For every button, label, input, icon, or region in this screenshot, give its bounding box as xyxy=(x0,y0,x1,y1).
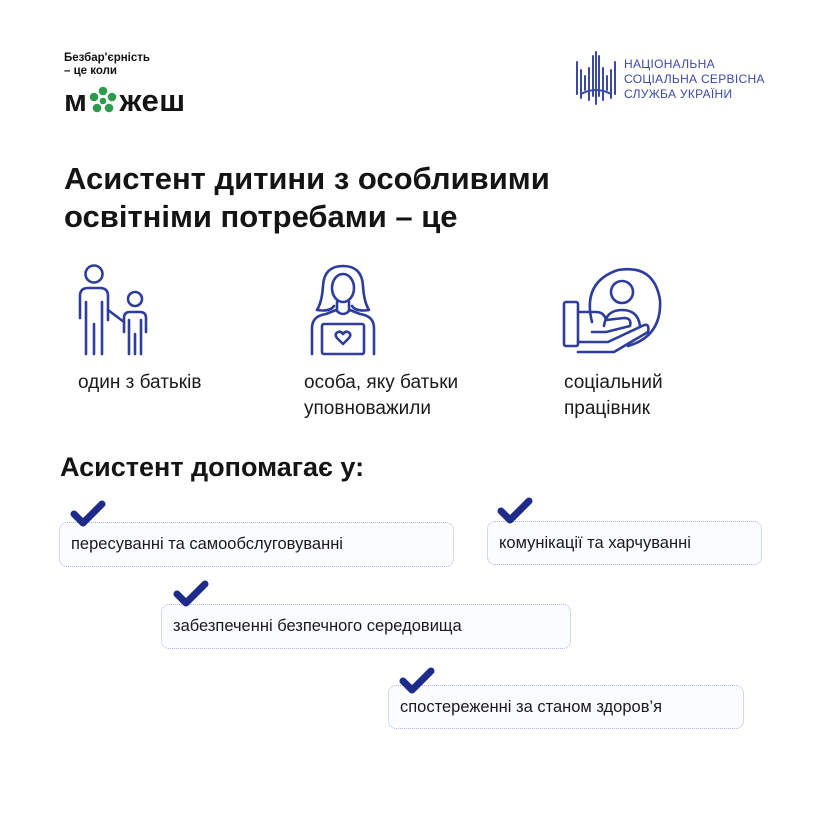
help-item-communication: комунікації та харчуванні xyxy=(487,521,762,565)
checkmark-icon xyxy=(172,579,210,609)
campaign-logo xyxy=(64,84,186,118)
person-label-social-worker: соціальний працівник xyxy=(564,372,663,419)
brand-left-text: м xyxy=(64,83,88,118)
campaign-tagline xyxy=(64,52,150,78)
person-label-authorized: особа, яку батьки уповноважили xyxy=(304,372,459,419)
trident-emblem-icon xyxy=(574,50,618,106)
title-line-2: освітніми потребами – це xyxy=(64,199,458,234)
checkmark-icon xyxy=(496,496,534,526)
section-subheading: Асистент допомагає у: xyxy=(60,452,365,482)
org-name-line-2: СОЦІАЛЬНА СЕРВІСНА xyxy=(624,72,765,86)
flower-logo-icon xyxy=(88,86,118,116)
help-item-health-monitoring: спостереженні за станом здоров’я xyxy=(388,685,744,729)
tagline-line-2: – це коли xyxy=(64,65,117,77)
social-worker-icon xyxy=(562,262,664,358)
help-item-movement: пересуванні та самообслуговуванні xyxy=(59,522,454,567)
brand-right-text: жеш xyxy=(119,83,186,118)
authorized-person-icon xyxy=(306,262,380,358)
org-name-line-3: СЛУЖБА УКРАЇНИ xyxy=(624,87,733,101)
org-name xyxy=(624,57,765,102)
title-line-1: Асистент дитини з особливими xyxy=(64,161,550,196)
tagline-line-1: Безбар'єрність xyxy=(64,52,150,64)
page-title xyxy=(64,160,744,236)
person-label-parent: один з батьків xyxy=(78,372,202,393)
checkmark-icon xyxy=(69,499,107,529)
parent-child-icon xyxy=(72,262,158,358)
checkmark-icon xyxy=(398,666,436,696)
help-item-safe-environment: забезпеченні безпечного середовища xyxy=(161,604,571,649)
org-name-line-1: НАЦІОНАЛЬНА xyxy=(624,57,715,71)
